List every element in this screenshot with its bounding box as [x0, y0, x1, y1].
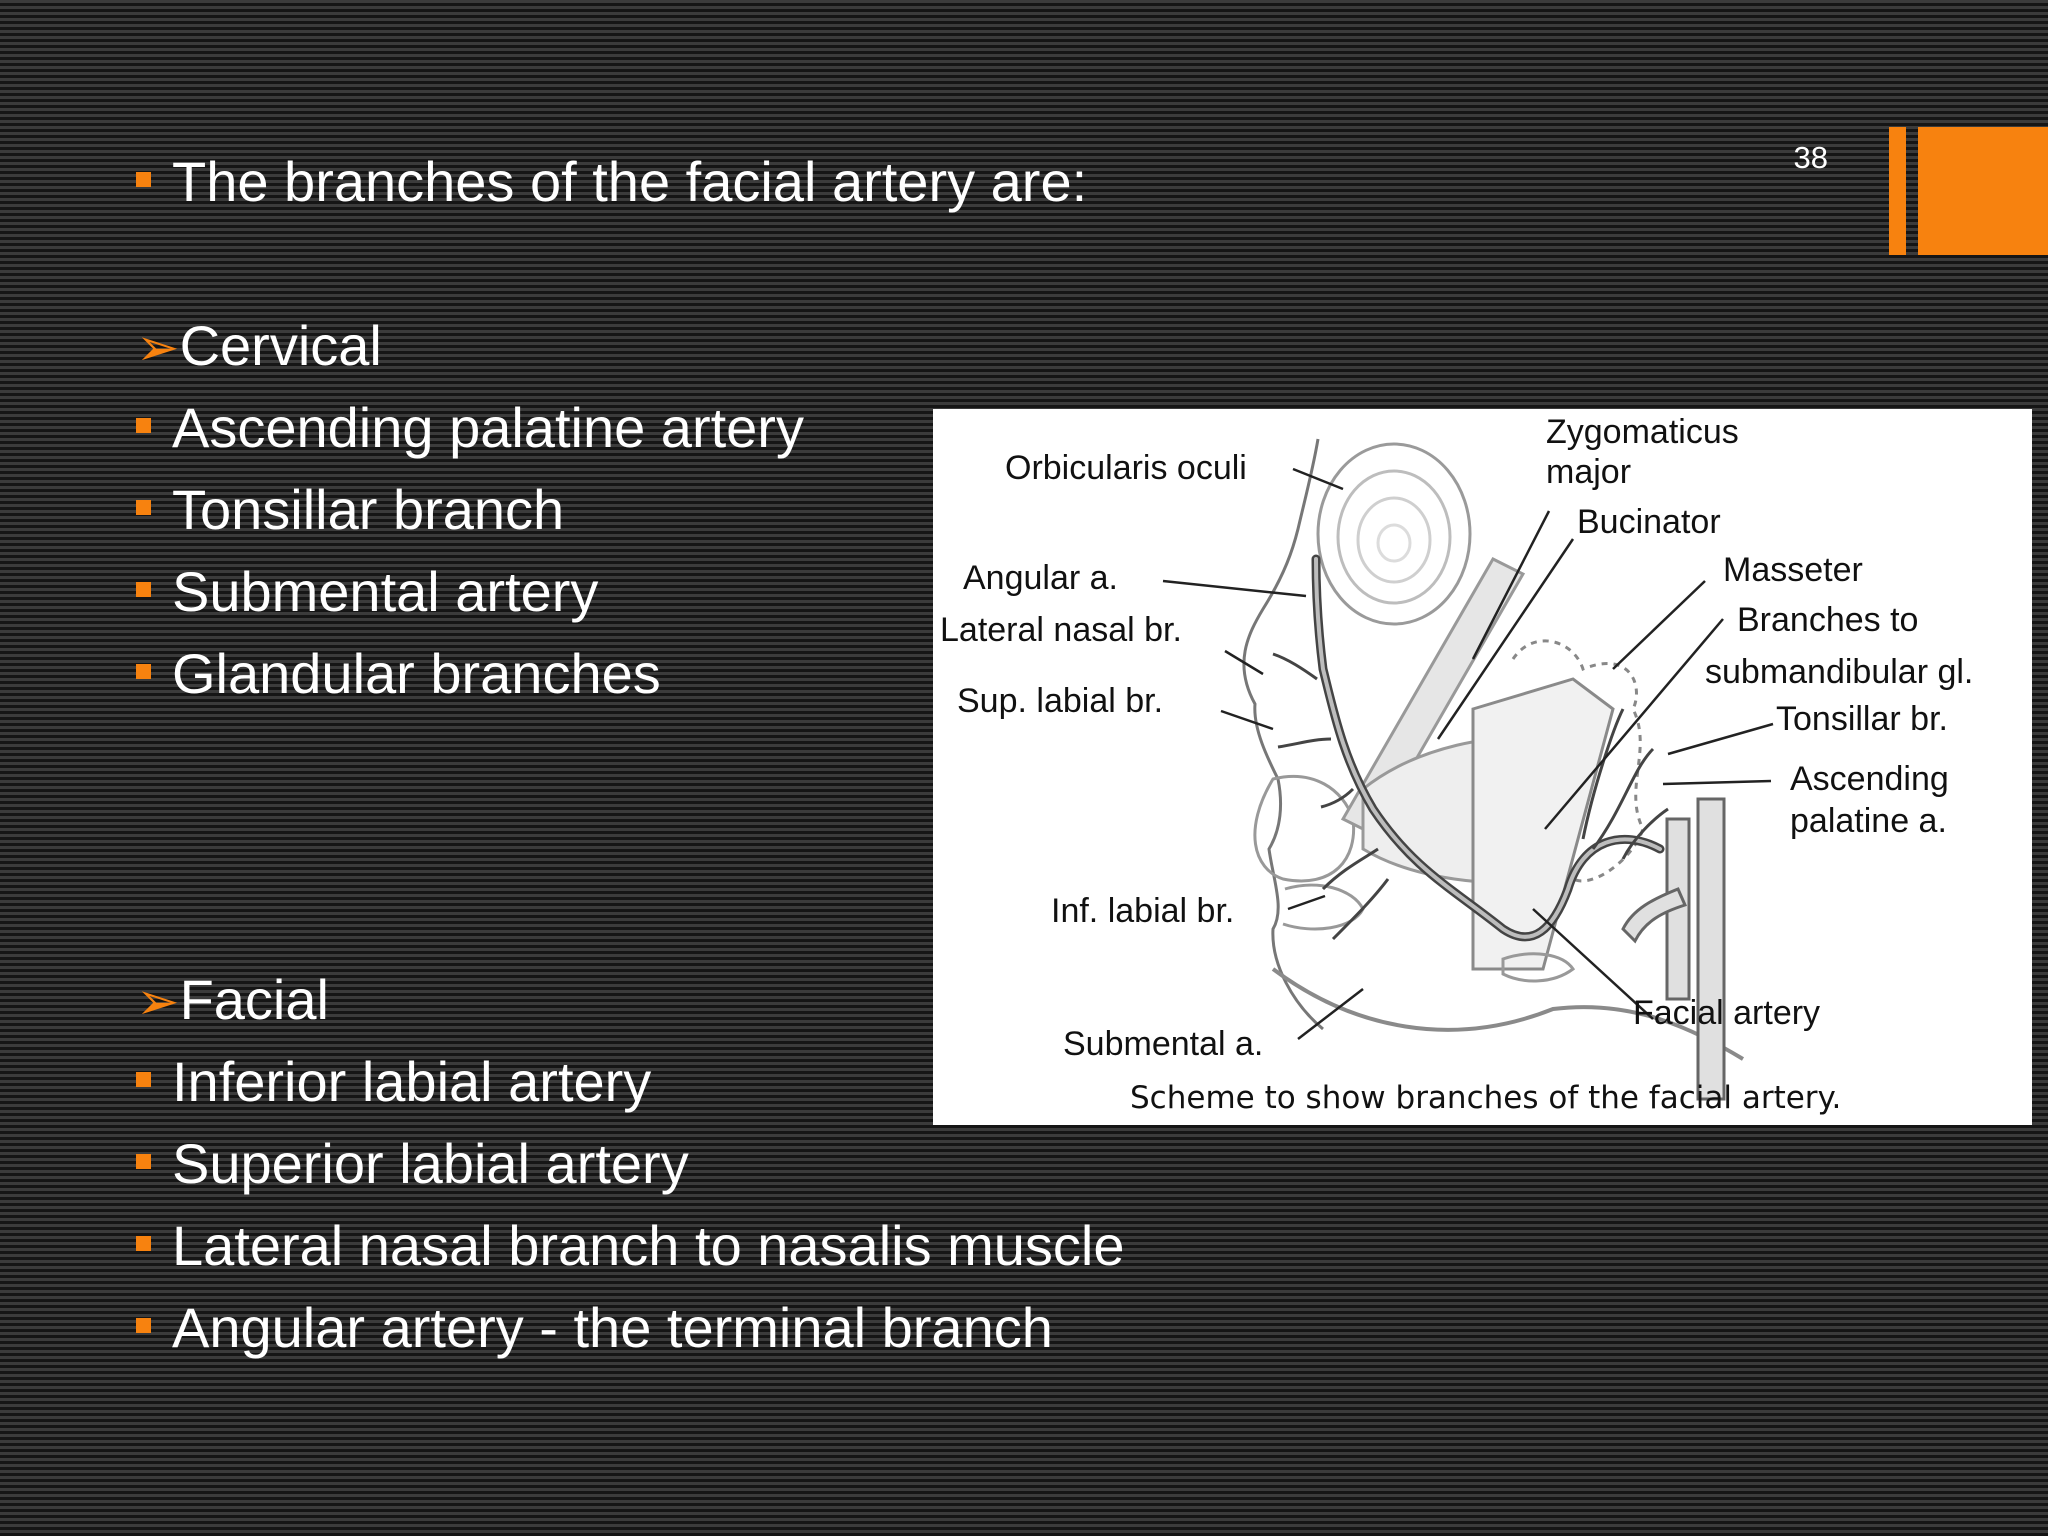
lip-shape [1255, 776, 1354, 881]
list-item-text: Angular artery - the terminal branch [172, 1296, 1053, 1359]
accent-bar-thin [1889, 127, 1906, 255]
label-ascending-palatine: palatine a. [1790, 802, 1947, 840]
label-branches-to: Branches to [1737, 601, 1919, 639]
label-tonsillar: Tonsillar br. [1776, 700, 1948, 738]
accent-block [1918, 127, 2048, 255]
list-item [136, 1131, 689, 1197]
list-item [136, 477, 564, 543]
title-text: The branches of the facial artery are: [172, 150, 1088, 213]
label-orbicularis-oculi: Orbicularis oculi [1005, 449, 1247, 487]
label-submandibular: submandibular gl. [1705, 653, 1974, 691]
square-bullet-icon [136, 1072, 151, 1087]
label-bucinator: Bucinator [1577, 503, 1721, 541]
diagram-drawing [933, 409, 2032, 1125]
square-bullet-icon [136, 1318, 151, 1333]
orbicularis-oculi-shape [1318, 444, 1470, 624]
face-profile-line [1244, 439, 1323, 1029]
group-heading-text: Cervical [179, 314, 382, 377]
arrow-bullet-icon: ➢ [136, 973, 180, 1031]
page-number: 38 [1793, 140, 1828, 175]
label-ascending: Ascending [1790, 760, 1949, 798]
group-heading-facial [136, 967, 329, 1035]
list-item [136, 559, 598, 625]
list-item-text: Superior labial artery [172, 1132, 689, 1195]
list-item-text: Tonsillar branch [172, 478, 565, 541]
list-item [136, 395, 804, 461]
list-item-text: Submental artery [172, 560, 599, 623]
square-bullet-icon [136, 582, 151, 597]
label-masseter: Masseter [1723, 551, 1863, 589]
square-bullet-icon [136, 418, 151, 433]
list-item-text: Glandular branches [172, 642, 661, 705]
square-bullet-icon [136, 664, 151, 679]
label-inf-labial: Inf. labial br. [1051, 892, 1235, 930]
label-sup-labial: Sup. labial br. [957, 682, 1164, 720]
facial-artery-diagram [933, 409, 2032, 1125]
group-heading-cervical [136, 313, 382, 381]
label-facial-artery: Facial artery [1633, 994, 1821, 1032]
title-bullet [136, 149, 1087, 215]
label-submental: Submental a. [1063, 1025, 1264, 1063]
square-bullet-icon [136, 500, 151, 515]
list-item-text: Lateral nasal branch to nasalis muscle [172, 1214, 1125, 1277]
square-bullet-icon [136, 172, 151, 187]
list-item-text: Ascending palatine artery [172, 396, 804, 459]
group-heading-text: Facial [179, 968, 329, 1031]
list-item-text: Inferior labial artery [172, 1050, 652, 1113]
label-lateral-nasal: Lateral nasal br. [940, 611, 1182, 649]
list-item [136, 641, 661, 707]
label-angular: Angular a. [963, 559, 1118, 597]
label-zygomaticus-major: major [1546, 453, 1632, 491]
list-item [136, 1049, 651, 1115]
figure-caption: Scheme to show branches of the facial artery. [1130, 1080, 1842, 1116]
label-zygomaticus: Zygomaticus [1546, 413, 1739, 451]
square-bullet-icon [136, 1154, 151, 1169]
square-bullet-icon [136, 1236, 151, 1251]
arrow-bullet-icon: ➢ [136, 319, 180, 377]
list-item [136, 1213, 1125, 1279]
list-item [136, 1295, 1053, 1361]
